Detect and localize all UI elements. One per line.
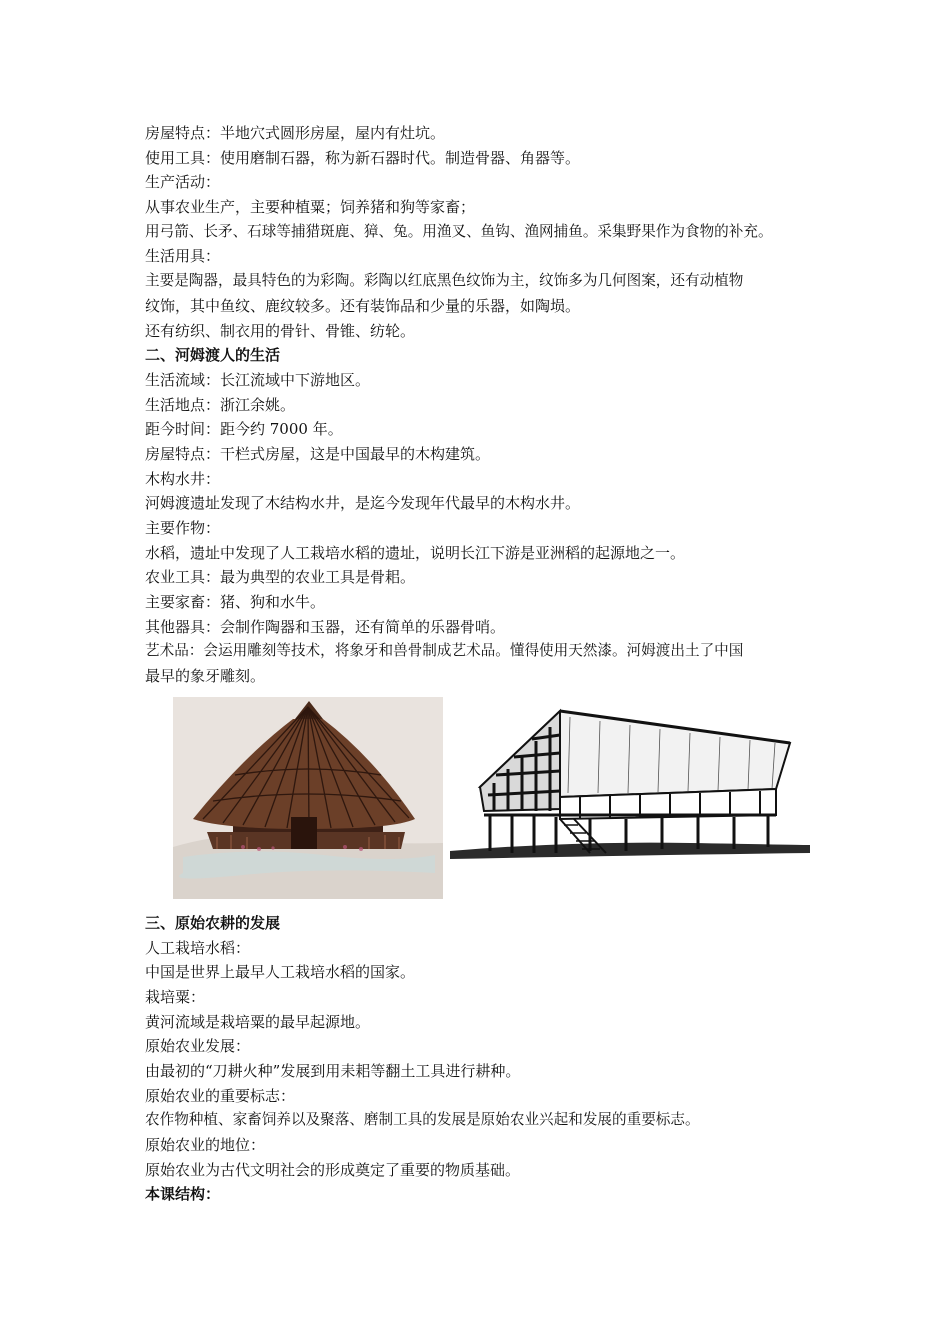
text-line: 还有纺织、制衣用的骨针、骨锥、纺轮。 bbox=[145, 321, 416, 340]
text-line: 其他器具：会制作陶器和玉器，还有简单的乐器骨哨。 bbox=[145, 617, 506, 636]
illustrations bbox=[145, 697, 815, 911]
text-line: 生活用具： bbox=[145, 247, 221, 266]
document-page bbox=[145, 121, 815, 1207]
text-line: 主要家畜：猪、狗和水牛。 bbox=[145, 593, 326, 612]
stilt-house-illustration bbox=[450, 703, 810, 875]
text-line: 用弓箭、长矛、石球等捕猎斑鹿、獐、兔。用渔叉、鱼钩、渔网捕鱼。采集野果作为食物的补充。 bbox=[145, 222, 773, 240]
section1-tail bbox=[145, 121, 815, 343]
text-line: 农作物种植、家畜饲养以及聚落、磨制工具的发展是原始农业兴起和发展的重要标志。 bbox=[145, 1111, 700, 1129]
text-line: 使用工具：使用磨制石器，称为新石器时代。制造骨器、角器等。 bbox=[145, 148, 581, 167]
text-line: 原始农业为古代文明社会的形成奠定了重要的物质基础。 bbox=[145, 1160, 521, 1179]
text-line: 主要作物： bbox=[145, 519, 221, 537]
text-line: 原始农业的地位： bbox=[145, 1136, 266, 1154]
text-line: 艺术品：会运用雕刻等技术，将象牙和兽骨制成艺术品。懂得使用天然漆。河姆渡出土了中国 bbox=[145, 642, 744, 660]
section2-heading: 二、河姆渡人的生活 bbox=[145, 346, 281, 365]
closing-heading: 本课结构： bbox=[145, 1185, 221, 1204]
text-line: 从事农业生产，主要种植粟；饲养猪和狗等家畜； bbox=[145, 198, 476, 217]
text-line: 最早的象牙雕刻。 bbox=[145, 667, 266, 686]
text-line: 人工栽培水稻： bbox=[145, 938, 251, 957]
text-line: 纹饰，其中鱼纹、鹿纹较多。还有装饰品和少量的乐器，如陶埙。 bbox=[145, 296, 581, 315]
section3-heading: 三、原始农耕的发展 bbox=[145, 913, 281, 932]
text-line: 农业工具：最为典型的农业工具是骨耜。 bbox=[145, 568, 416, 587]
text-line: 生活流域：长江流域中下游地区。 bbox=[145, 370, 371, 389]
text-line: 生活地点：浙江余姚。 bbox=[145, 395, 296, 414]
text-line: 水稻，遗址中发现了人工栽培水稻的遗址，说明长江下游是亚洲稻的起源地之一。 bbox=[145, 543, 686, 562]
text-line: 栽培粟： bbox=[145, 987, 206, 1006]
text-line: 距今时间：距今约 7000 年。 bbox=[145, 420, 343, 439]
text-line: 黄河流域是栽培粟的最早起源地。 bbox=[145, 1012, 371, 1031]
section3-body bbox=[145, 936, 815, 1183]
text-line: 原始农业发展： bbox=[145, 1037, 251, 1056]
text-line: 房屋特点：干栏式房屋，这是中国最早的木构建筑。 bbox=[145, 444, 491, 463]
text-line: 房屋特点：半地穴式圆形房屋，屋内有灶坑。 bbox=[145, 124, 446, 142]
text-line: 原始农业的重要标志： bbox=[145, 1086, 296, 1105]
text-line: 河姆渡遗址发现了木结构水井，是迄今发现年代最早的木构水井。 bbox=[145, 494, 581, 513]
text-line: 生产活动： bbox=[145, 173, 221, 192]
text-line: 由最初的“刀耕火种”发展到用耒耜等翻土工具进行耕种。 bbox=[145, 1061, 521, 1080]
text-line: 中国是世界上最早人工栽培水稻的国家。 bbox=[145, 963, 416, 982]
round-hut-illustration bbox=[173, 697, 443, 899]
section2-body bbox=[145, 368, 815, 689]
text-line: 木构水井： bbox=[145, 469, 221, 488]
text-line: 主要是陶器，最具特色的为彩陶。彩陶以红底黑色纹饰为主，纹饰多为几何图案，还有动植物 bbox=[145, 272, 744, 290]
